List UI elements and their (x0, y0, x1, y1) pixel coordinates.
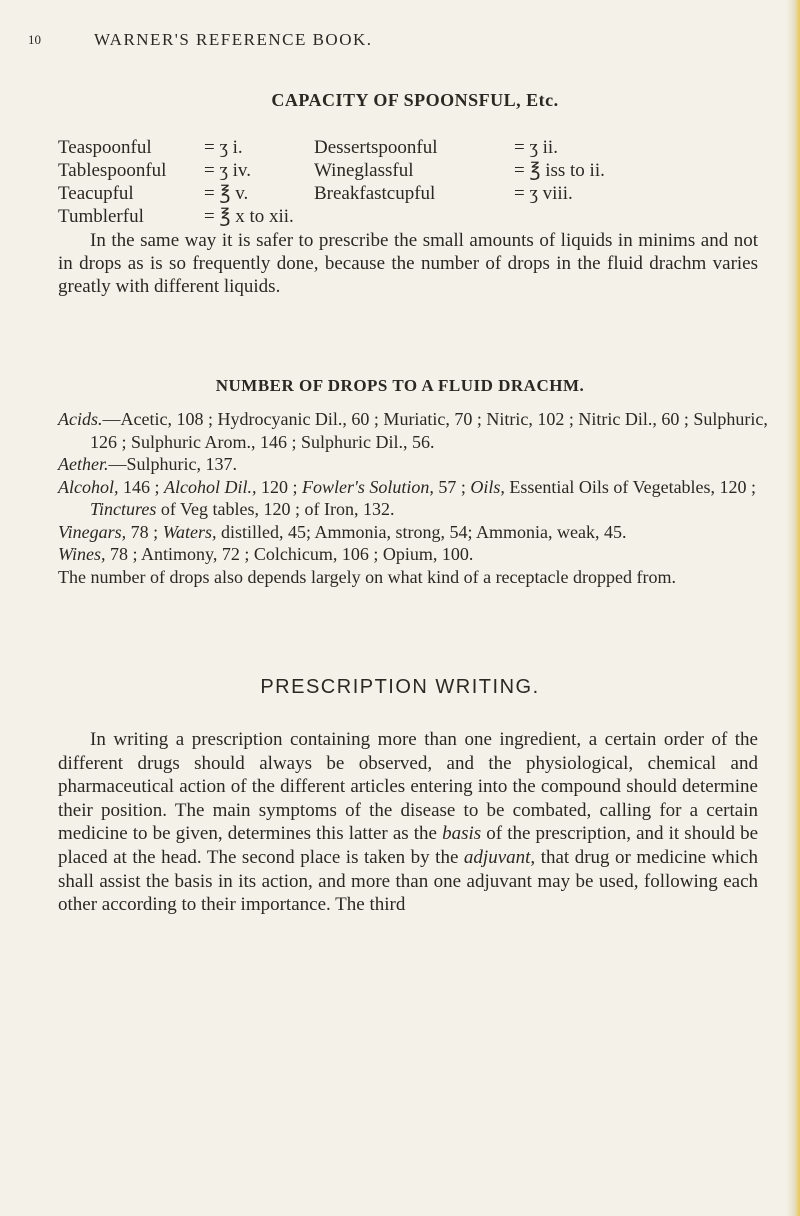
measure-name: Tablespoonful (58, 160, 167, 181)
measure-name: Dessertspoonful (314, 137, 438, 158)
page-number: 10 (28, 32, 41, 47)
measure-value: = ℥ iss to ii. (514, 160, 605, 181)
drops-entry-aether (58, 453, 778, 476)
measure-value: = ʒ viii. (514, 183, 573, 204)
capacity-title: CAPACITY OF SPOONSFUL, Etc. (271, 90, 559, 110)
capacity-row (58, 205, 605, 228)
capacity-row (58, 136, 605, 159)
drops-title: NUMBER OF DROPS TO A FLUID DRACHM. (215, 376, 585, 395)
paragraph-text: In writing a prescription containing more than one ingredient, a certain order of the different drugs should always be observed, and the physiological, chemical and pharmaceutical action of the different articles entering into the compound should determine their position. The main symptoms of the disease to be combated, calling for a certain medicine to be given, determines this latter as the (58, 729, 758, 845)
entry-label: Alcohol, (58, 476, 119, 497)
running-head: WARNER'S REFERENCE BOOK. (94, 30, 373, 49)
drops-entry-alcohol (58, 476, 778, 521)
entry-text: Essential Oils of Vegetables, 120 ; (504, 476, 757, 497)
measure-name: Wineglassful (314, 160, 414, 181)
entry-text: 78 ; Antimony, 72 ; Colchicum, 106 ; Opium, 100. (105, 544, 474, 564)
entry-label: Oils, (470, 476, 505, 497)
entry-text: —Sulphuric, 137. (108, 454, 237, 474)
prescription-title: PRESCRIPTION WRITING. (260, 676, 540, 698)
capacity-table (58, 136, 605, 228)
measure-value: = ℥ x to xii. (204, 206, 294, 227)
paragraph-text: of the prescription, and it should be placed at the head. The second place is taken by the (58, 823, 759, 868)
drops-entry-acids (58, 408, 778, 453)
entry-text: 78 ; (126, 521, 163, 542)
capacity-row (58, 159, 605, 182)
paragraph-text: that drug or medicine which shall assist the basis in its action, and more than one adjuvant may be used, following each other according to their importance. The third (58, 846, 758, 916)
entry-text: of Veg tables, 120 ; of Iron, 132. (156, 499, 395, 519)
term-adjuvant: adjuvant, (463, 846, 536, 868)
page-header (28, 30, 768, 60)
measure-name: Tumblerful (58, 206, 144, 227)
measure-value: = ʒ i. (204, 137, 243, 158)
measure-name: Breakfastcupful (314, 183, 436, 204)
entry-text: —Acetic, 108 ; Hydrocyanic Dil., 60 ; Muriatic, 70 ; Nitric, 102 ; Nitric Dil., 60 ; Sulphuric, 126 ; Sulphuric Arom., 146 ; Sulphuric Dil., 56. (90, 409, 768, 452)
entry-label: Vinegars, (58, 521, 127, 542)
prescription-paragraph (58, 728, 758, 917)
drops-entry-wines (58, 543, 778, 566)
measure-value: = ʒ iv. (204, 160, 251, 181)
entry-label: Fowler's Solution, (302, 476, 434, 497)
drops-list (58, 408, 778, 588)
entry-text: 146 ; (118, 476, 165, 497)
measure-name: Teaspoonful (58, 137, 152, 158)
entry-label: Alcohol Dil., (164, 476, 257, 497)
entry-text: 120 ; (256, 476, 303, 497)
entry-label: Tinctures (90, 499, 157, 519)
page-edge (786, 0, 800, 1216)
measure-name: Teacupful (58, 183, 134, 204)
drops-note: The number of drops also depends largely on what kind of a receptacle dropped from. (58, 566, 676, 587)
entry-text: distilled, 45; Ammonia, strong, 54; Ammonia, weak, 45. (216, 521, 627, 542)
entry-text: 57 ; (433, 476, 471, 497)
measure-value: = ℥ v. (204, 183, 249, 204)
entry-label: Acids. (58, 409, 103, 429)
capacity-note: In the same way it is safer to prescribe the small amounts of liquids in minims and not in drops as is so frequently done, because the number of drops in the fluid drachm varies greatly with different liquids. (58, 230, 758, 297)
entry-label: Wines, (58, 544, 106, 564)
drops-entry-vinegars (58, 521, 778, 544)
entry-label: Aether. (58, 454, 109, 474)
capacity-row (58, 182, 605, 205)
measure-value: = ʒ ii. (514, 137, 558, 158)
entry-label: Waters, (162, 521, 217, 542)
term-basis: basis (442, 823, 482, 845)
